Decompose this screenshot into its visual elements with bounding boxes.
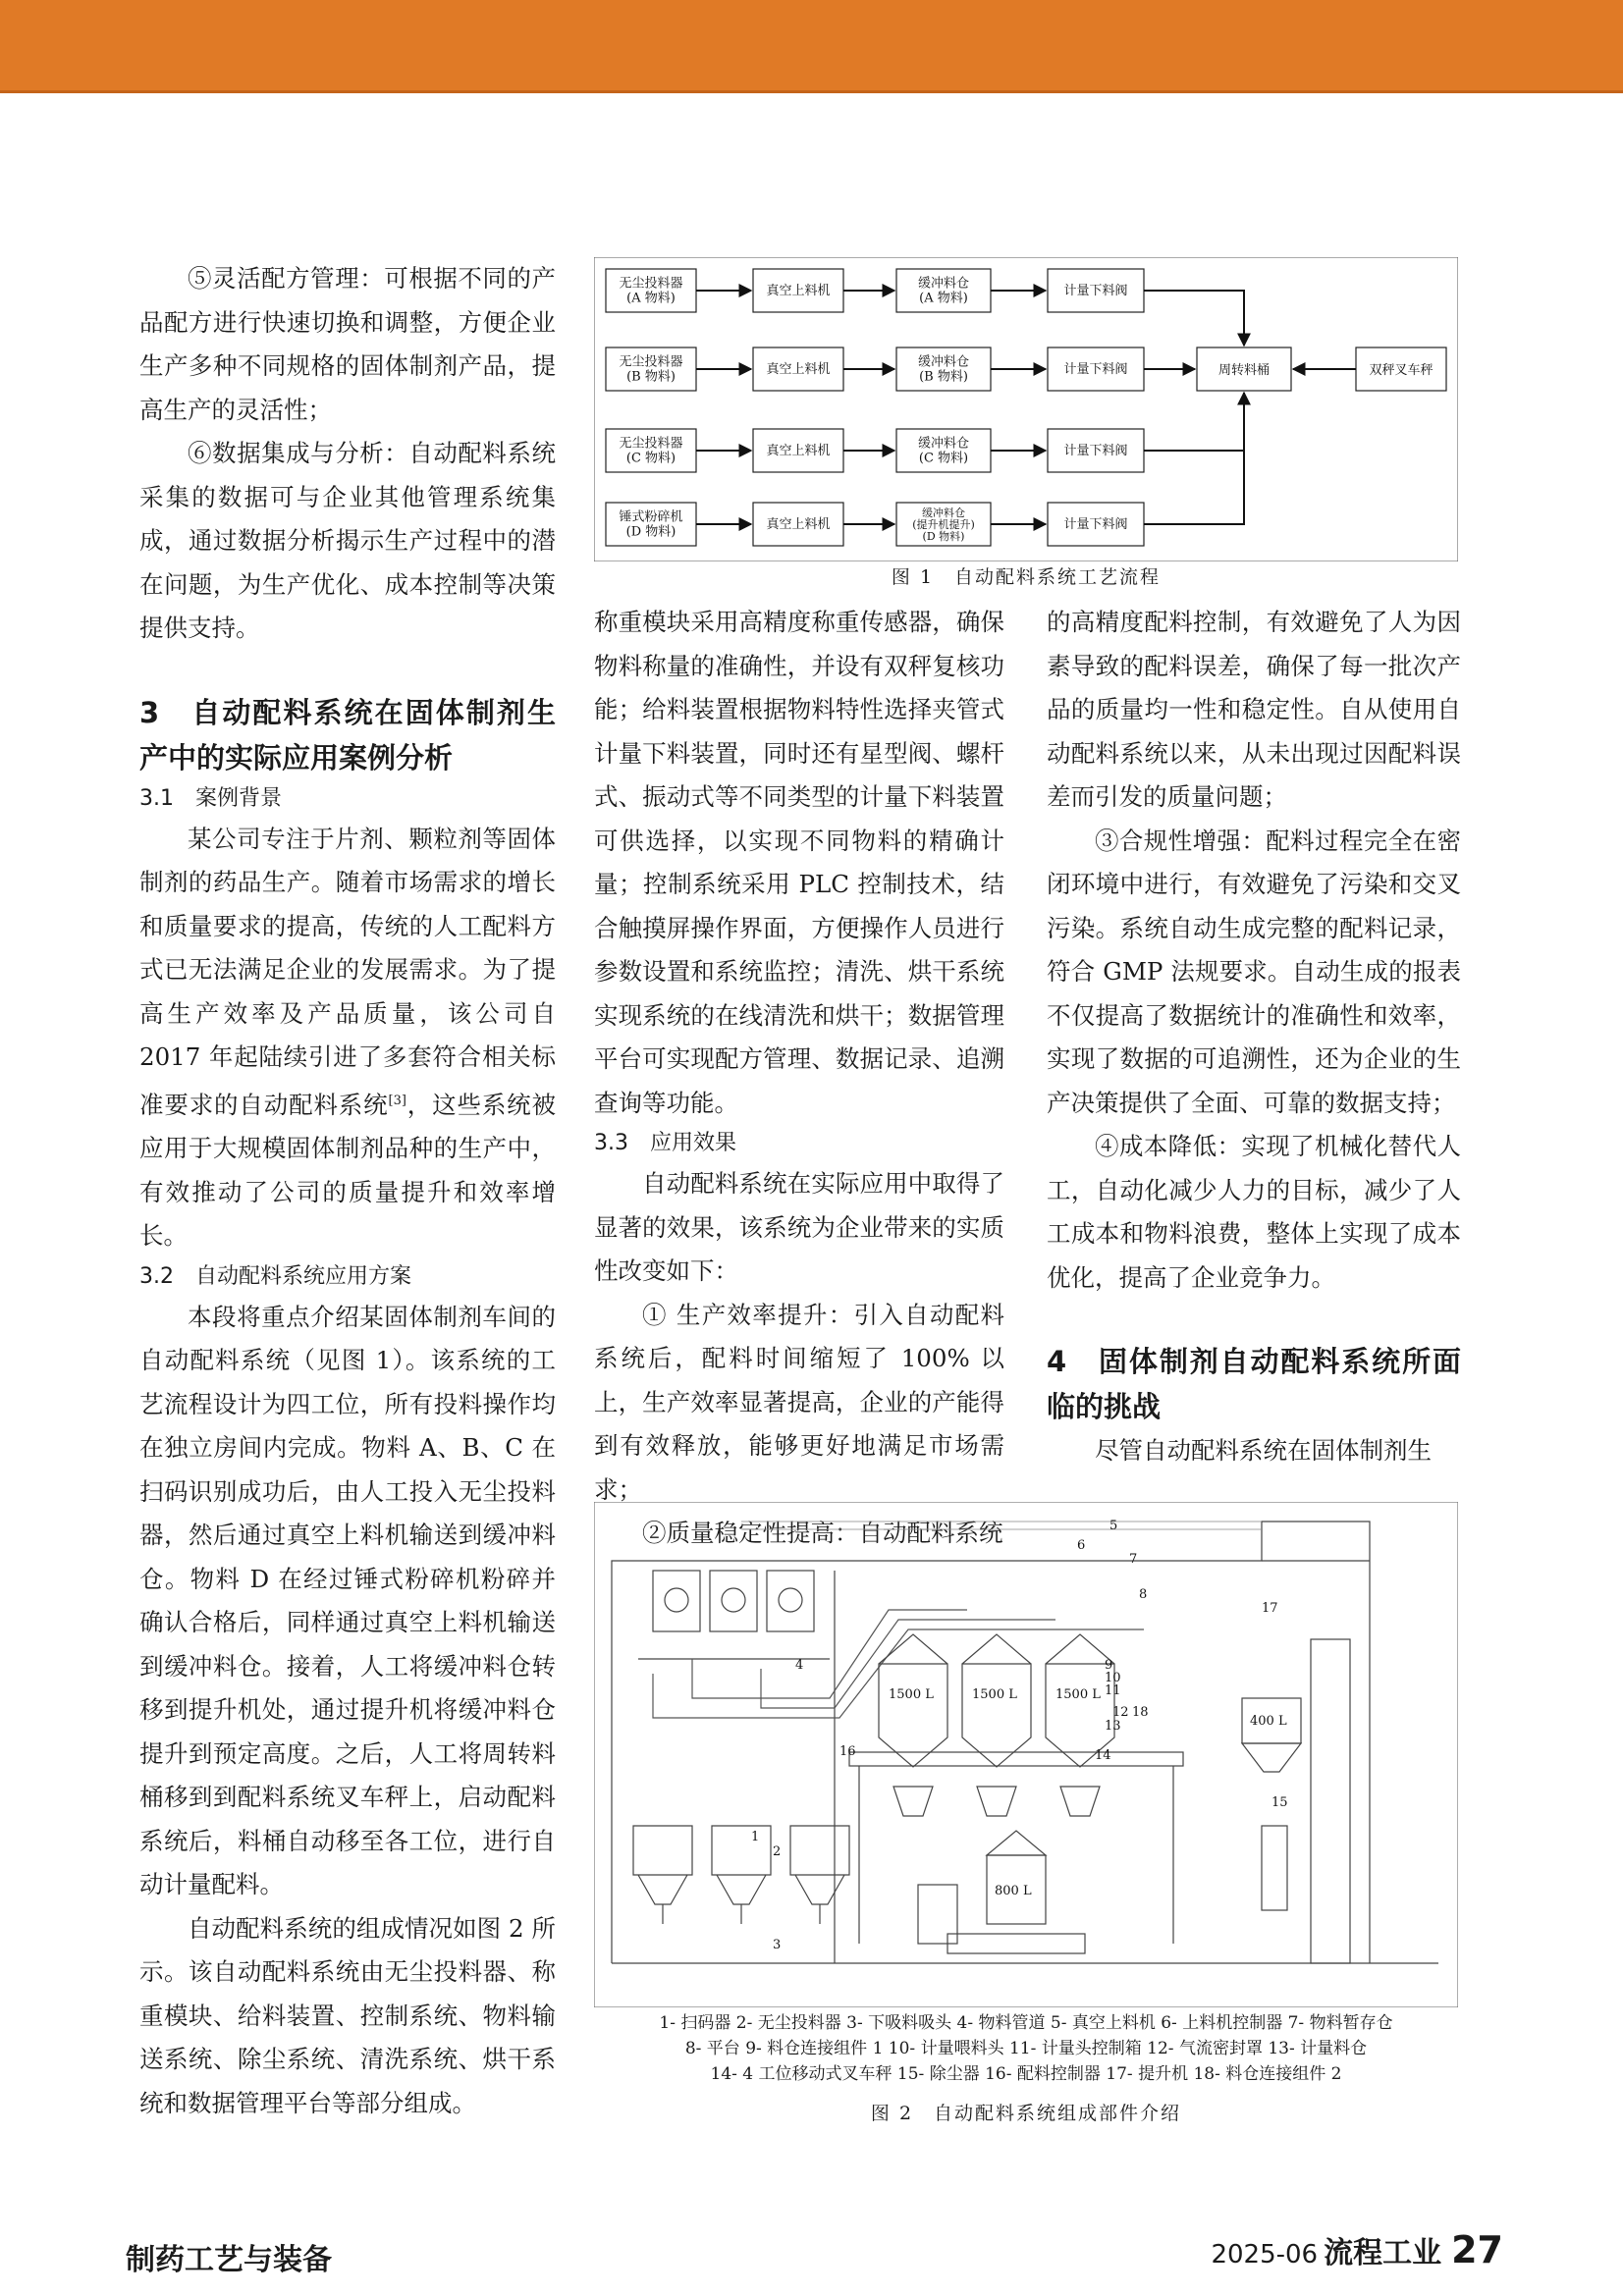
figure-2-equipment-drawing bbox=[594, 1502, 1458, 2007]
callout-number: 18 bbox=[1132, 1705, 1149, 1720]
paragraph: 某公司专注于片剂、颗粒剂等固体制剂的药品生产。随着市场需求的增长和质量要求的提高，传统的人工配料方式已无法满足企业的发展需求。为了提高生产效率及产品质量，该公司自 2017 年起陆续引进了多套符合相关标准要求的自动配料系统[3]，这些系统被应用于大规模固体制剂品种的生产中，有效推动了公司的质量提升和效率增长。 bbox=[139, 824, 557, 1251]
journal-brand: 流程工业 bbox=[1324, 2236, 1442, 2270]
footer-right bbox=[1211, 2228, 1503, 2271]
figure-2-caption: 图 2 自动配料系统组成部件介绍 bbox=[870, 2103, 1182, 2124]
right-column bbox=[1047, 601, 1461, 1473]
legend-line: 8- 平台 9- 料仓连接组件 1 10- 计量喂料头 11- 计量头控制箱 12- 气流密封罩 13- 计量料仓 bbox=[684, 2039, 1368, 2058]
paragraph: ②质量稳定性提高：自动配料系统 bbox=[642, 1519, 1003, 1547]
flow-node-label: (C 物料) bbox=[625, 451, 676, 466]
section-heading: 3 自动配料系统在固体制剂生产中的实际应用案例分析 bbox=[139, 695, 556, 774]
callout-number: 13 bbox=[1105, 1719, 1121, 1734]
paragraph: 称重模块采用高精度称重传感器，确保物料称量的准确性，并设有双秤复核功能；给料装置根据物料特性选择夹管式计量下料装置，同时还有星型阀、螺杆式、振动式等不同类型的计量下料装置可供选择，以实现不同物料的精确计量；控制系统采用 PLC 控制技术，结合触摸屏操作界面，方便操作人员进行参数设置和系统监控；清洗、烘干系统实现系统的在线清洗和烘干；数据管理平台可实现配方管理、数据记录、追溯查询等功能。 bbox=[594, 608, 1004, 1117]
legend-line: 1- 扫码器 2- 无尘投料器 3- 下吸料吸头 4- 物料管道 5- 真空上料机 6- 上料机控制器 7- 物料暂存仓 bbox=[659, 2013, 1393, 2033]
flow-node-label: 无尘投料器 bbox=[619, 436, 683, 452]
flow-node-label: (D 物料) bbox=[625, 524, 676, 540]
flow-node-center: 周转料桶 bbox=[1217, 363, 1271, 378]
callout-number: 14 bbox=[1095, 1748, 1111, 1763]
callout-number: 16 bbox=[839, 1744, 856, 1759]
callout-number: 1 bbox=[751, 1830, 760, 1844]
flow-node-label: (提升机提升) bbox=[912, 518, 975, 531]
tank-label-1500: 1500 L bbox=[889, 1687, 934, 1702]
page-number: 27 bbox=[1451, 2228, 1503, 2271]
paragraph: 本段将重点介绍某固体制剂车间的自动配料系统（见图 1）。该系统的工艺流程设计为四工位，所有投料操作均在独立房间内完成。物料 A、B、C 在扫码识别成功后，由人工投入无尘投料器，然后通过真空上料机输送到缓冲料仓。物料 D 在经过锤式粉碎机粉碎并确认合格后，同样通过真空上料机输送到缓冲料仓。接着，人工将缓冲料仓转移到提升机处，通过提升机将缓冲料仓提升到预定高度。之后，人工将周转料桶移到到配料系统叉车秤上，启动配料系统后，料桶自动移至各工位，进行自动计量配料。 bbox=[139, 1302, 556, 1899]
paragraph: ⑥数据集成与分析：自动配料系统采集的数据可与企业其他管理系统集成，通过数据分析揭示生产过程中的潜在问题，为生产优化、成本控制等决策提供支持。 bbox=[139, 439, 556, 642]
paragraph: ⑤灵活配方管理：可根据不同的产品配方进行快速切换和调整，方便企业生产多种不同规格的固体制剂产品，提高生产的灵活性； bbox=[139, 264, 556, 424]
feed-hopper bbox=[893, 1787, 933, 1816]
callout-number: 8 bbox=[1139, 1587, 1148, 1602]
tank-label-1500: 1500 L bbox=[972, 1687, 1017, 1702]
callout-number: 10 bbox=[1105, 1671, 1121, 1685]
tank-label-1500: 1500 L bbox=[1055, 1687, 1101, 1702]
issue-date: 2025-06 bbox=[1211, 2240, 1319, 2269]
callout-number: 11 bbox=[1105, 1683, 1121, 1698]
flow-node-label: 真空上料机 bbox=[766, 362, 831, 377]
callout-number: 3 bbox=[773, 1938, 782, 1952]
callout-number: 5 bbox=[1109, 1519, 1118, 1533]
paragraph: 尽管自动配料系统在固体制剂生 bbox=[1095, 1436, 1432, 1465]
citation: [3] bbox=[388, 1093, 406, 1108]
callout-number: 9 bbox=[1105, 1658, 1113, 1673]
flow-node-label: (A 物料) bbox=[626, 291, 676, 306]
flow-node-label: 计量下料阀 bbox=[1063, 284, 1128, 298]
section-heading: 4 固体制剂自动配料系统所面临的挑战 bbox=[1047, 1345, 1461, 1423]
flow-node-label: 缓冲料仓 bbox=[922, 507, 965, 519]
left-column bbox=[139, 257, 556, 2125]
flow-node-label: 缓冲料仓 bbox=[917, 436, 970, 452]
subsection-heading: 3.3 应用效果 bbox=[594, 1131, 736, 1155]
flow-node-label: 缓冲料仓 bbox=[917, 276, 970, 292]
paragraph: ③合规性增强：配料过程完全在密闭环境中进行，有效避免了污染和交叉污染。系统自动生成完整的配料记录，符合 GMP 法规要求。自动生成的报表不仅提高了数据统计的准确性和效率，实现了数据的可追溯性，还为企业的生产决策提供了全面、可靠的数据支持； bbox=[1047, 826, 1461, 1117]
figure-1-flowchart bbox=[594, 257, 1458, 561]
header-band bbox=[0, 0, 1623, 90]
tank-label-800: 800 L bbox=[995, 1884, 1032, 1898]
flow-node-label: (A 物料) bbox=[919, 291, 968, 306]
callout-number: 15 bbox=[1271, 1795, 1288, 1810]
callout-number: 4 bbox=[795, 1658, 804, 1673]
feed-hopper bbox=[1060, 1787, 1100, 1816]
flow-node-label: (B 物料) bbox=[626, 369, 676, 385]
flow-node-label: 真空上料机 bbox=[766, 517, 831, 532]
dust-free-feeder bbox=[712, 1826, 771, 1924]
flow-node-right: 双秤叉车秤 bbox=[1369, 363, 1434, 378]
flow-node-label: 计量下料阀 bbox=[1063, 362, 1128, 377]
callout-number: 7 bbox=[1129, 1552, 1138, 1567]
flow-node-label: 真空上料机 bbox=[766, 284, 831, 298]
feed-hopper bbox=[977, 1787, 1016, 1816]
flow-node-label: (B 物料) bbox=[919, 369, 968, 385]
callout-number: 12 bbox=[1112, 1705, 1129, 1720]
callout-number: 17 bbox=[1262, 1601, 1278, 1616]
subsection-heading: 3.2 自动配料系统应用方案 bbox=[139, 1263, 411, 1289]
journal-section: 制药工艺与装备 bbox=[126, 2243, 332, 2277]
flow-node-label: 真空上料机 bbox=[766, 444, 831, 458]
middle-column bbox=[594, 601, 1004, 1556]
flow-node-label: 计量下料阀 bbox=[1063, 517, 1128, 532]
tank-label-400: 400 L bbox=[1250, 1714, 1287, 1729]
flow-node-label: 无尘投料器 bbox=[619, 276, 683, 292]
flow-node-label: (C 物料) bbox=[918, 451, 969, 466]
figure-2-legend bbox=[594, 2010, 1458, 2087]
flow-node-label: 缓冲料仓 bbox=[917, 354, 970, 370]
paragraph: 自动配料系统的组成情况如图 2 所示。该自动配料系统由无尘投料器、称重模块、给料装置、控制系统、物料输送系统、除尘系统、清洗系统、烘干系统和数据管理平台等部分组成。 bbox=[139, 1913, 556, 2117]
flow-node-label: 计量下料阀 bbox=[1063, 444, 1128, 458]
paragraph: 自动配料系统在实际应用中取得了显著的效果，该系统为企业带来的实质性改变如下： bbox=[594, 1169, 1004, 1285]
legend-line: 14- 4 工位移动式叉车秤 15- 除尘器 16- 配料控制器 17- 提升机 18- 料仓连接组件 2 bbox=[710, 2064, 1342, 2084]
flow-node-label: (D 物料) bbox=[922, 530, 965, 543]
paragraph: ④成本降低：实现了机械化替代人工，自动化减少人力的目标，减少了人工成本和物料浪费，整体上实现了成本优化，提高了企业竞争力。 bbox=[1047, 1132, 1461, 1292]
callout-number: 2 bbox=[773, 1844, 782, 1859]
paragraph: ① 生产效率提升：引入自动配料系统后，配料时间缩短了 100% 以上，生产效率显著提高，企业的产能得到有效释放，能够更好地满足市场需求； bbox=[594, 1300, 1004, 1504]
paragraph: 的高精度配料控制，有效避免了人为因素导致的配料误差，确保了每一批次产品的质量均一性和稳定性。自从使用自动配料系统以来，从未出现过因配料误差而引发的质量问题； bbox=[1047, 608, 1461, 811]
figure-1-caption: 图 1 自动配料系统工艺流程 bbox=[891, 566, 1162, 588]
subsection-heading: 3.1 案例背景 bbox=[139, 785, 282, 811]
callout-number: 6 bbox=[1077, 1538, 1086, 1553]
flow-node-label: 锤式粉碎机 bbox=[619, 509, 683, 525]
dust-free-feeder bbox=[790, 1826, 849, 1924]
dust-free-feeder bbox=[633, 1826, 692, 1924]
flow-node-label: 无尘投料器 bbox=[619, 354, 683, 370]
